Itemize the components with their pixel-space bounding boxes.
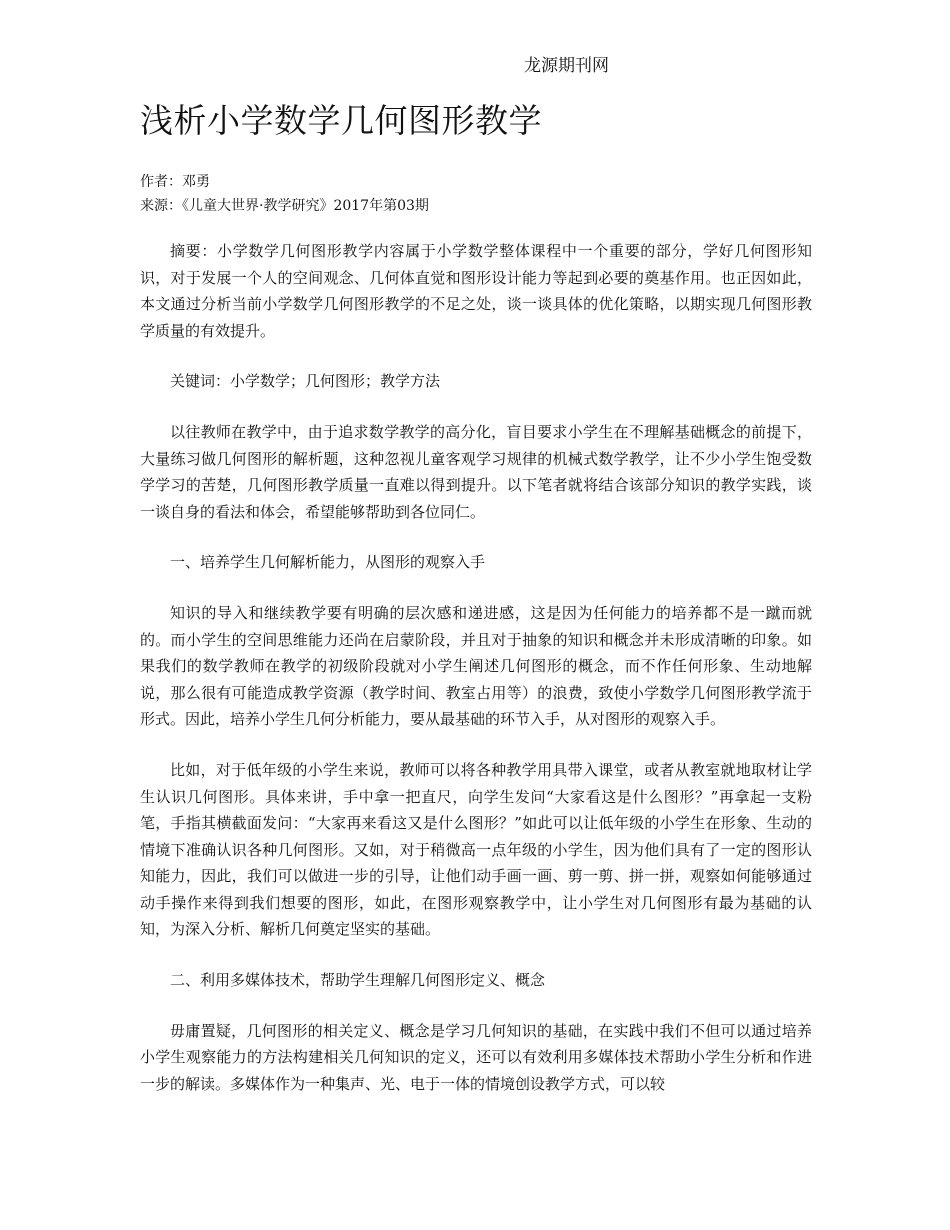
site-name: 龙源期刊网 (524, 56, 609, 76)
body-paragraph: 知识的导入和继续教学要有明确的层次感和递进感，这是因为任何能力的培养都不是一蹴而就的。而小学生的空间思维能力还尚在启蒙阶段，并且对于抽象的知识和概念并未形成清晰的印象。如果我们的数学教师在教学的初级阶段就对小学生阐述几何图形的概念，而不作任何形象、生动地解说，那么很有可能造成教学资源（教学时间、教室占用等）的浪费，致使小学数学几何图形教学流于形式。因此，培养小学生几何分析能力，要从最基础的环节入手，从对图形的观察入手。 (140, 603, 812, 729)
intro-paragraph: 以往教师在教学中，由于追求数学教学的高分化，盲目要求小学生在不理解基础概念的前提下，大量练习做几何图形的解析题，这种忽视儿童客观学习规律的机械式数学教学，让不少小学生饱受数学学习的苦楚，几何图形教学质量一直难以得到提升。以下笔者就将结合该部分知识的教学实践，谈一谈自身的看法和体会，希望能够帮助到各位同仁。 (140, 422, 812, 521)
keywords-paragraph: 关键词：小学数学；几何图形；教学方法 (170, 372, 441, 391)
source-line: 来源：《儿童大世界·教学研究》2017年第03期 (140, 198, 429, 214)
body-paragraph: 比如，对于低年级的小学生来说，教师可以将各种教学用具带入课堂，或者从教室就地取材让学生认识几何图形。具体来讲，手中拿一把直尺，向学生发问“大家看这是什么图形？”再拿起一支粉笔，手指其横截面发问：“大家再来看这又是什么图形？”如此可以让低年级的小学生在形象、生动的情境下准确认识各种几何图形。又如，对于稍微高一点年级的小学生，因为他们具有了一定的图形认知能力，因此，我们可以做进一步的引导，让他们动手画一画、剪一剪、拼一拼，观察如何能够通过动手操作来得到我们想要的图形，如此，在图形观察教学中，让小学生对几何图形有最为基础的认知，为深入分析、解析几何奠定坚实的基础。 (140, 760, 812, 939)
article-body (140, 238, 812, 1121)
section-heading-1: 一、培养学生几何解析能力，从图形的观察入手 (170, 553, 486, 572)
abstract-paragraph: 摘要：小学数学几何图形教学内容属于小学数学整体课程中一个重要的部分，学好几何图形知识，对于发展一个人的空间观念、几何体直觉和图形设计能力等起到必要的奠基作用。也正因如此，本文通过分析当前小学数学几何图形教学的不足之处，谈一谈具体的优化策略，以期实现几何图形教学质量的有效提升。 (140, 242, 812, 340)
body-paragraph: 毋庸置疑，几何图形的相关定义、概念是学习几何知识的基础，在实践中我们不但可以通过培养小学生观察能力的方法构建相关几何知识的定义，还可以有效利用多媒体技术帮助小学生分析和作进一步的解读。多媒体作为一种集声、光、电于一体的情境创设教学方式，可以较 (140, 1021, 812, 1093)
article-title: 浅析小学数学几何图形教学 (140, 101, 542, 140)
section-heading-2: 二、利用多媒体技术，帮助学生理解几何图形定义、概念 (170, 971, 546, 990)
author-line: 作者：邓勇 (140, 174, 210, 190)
